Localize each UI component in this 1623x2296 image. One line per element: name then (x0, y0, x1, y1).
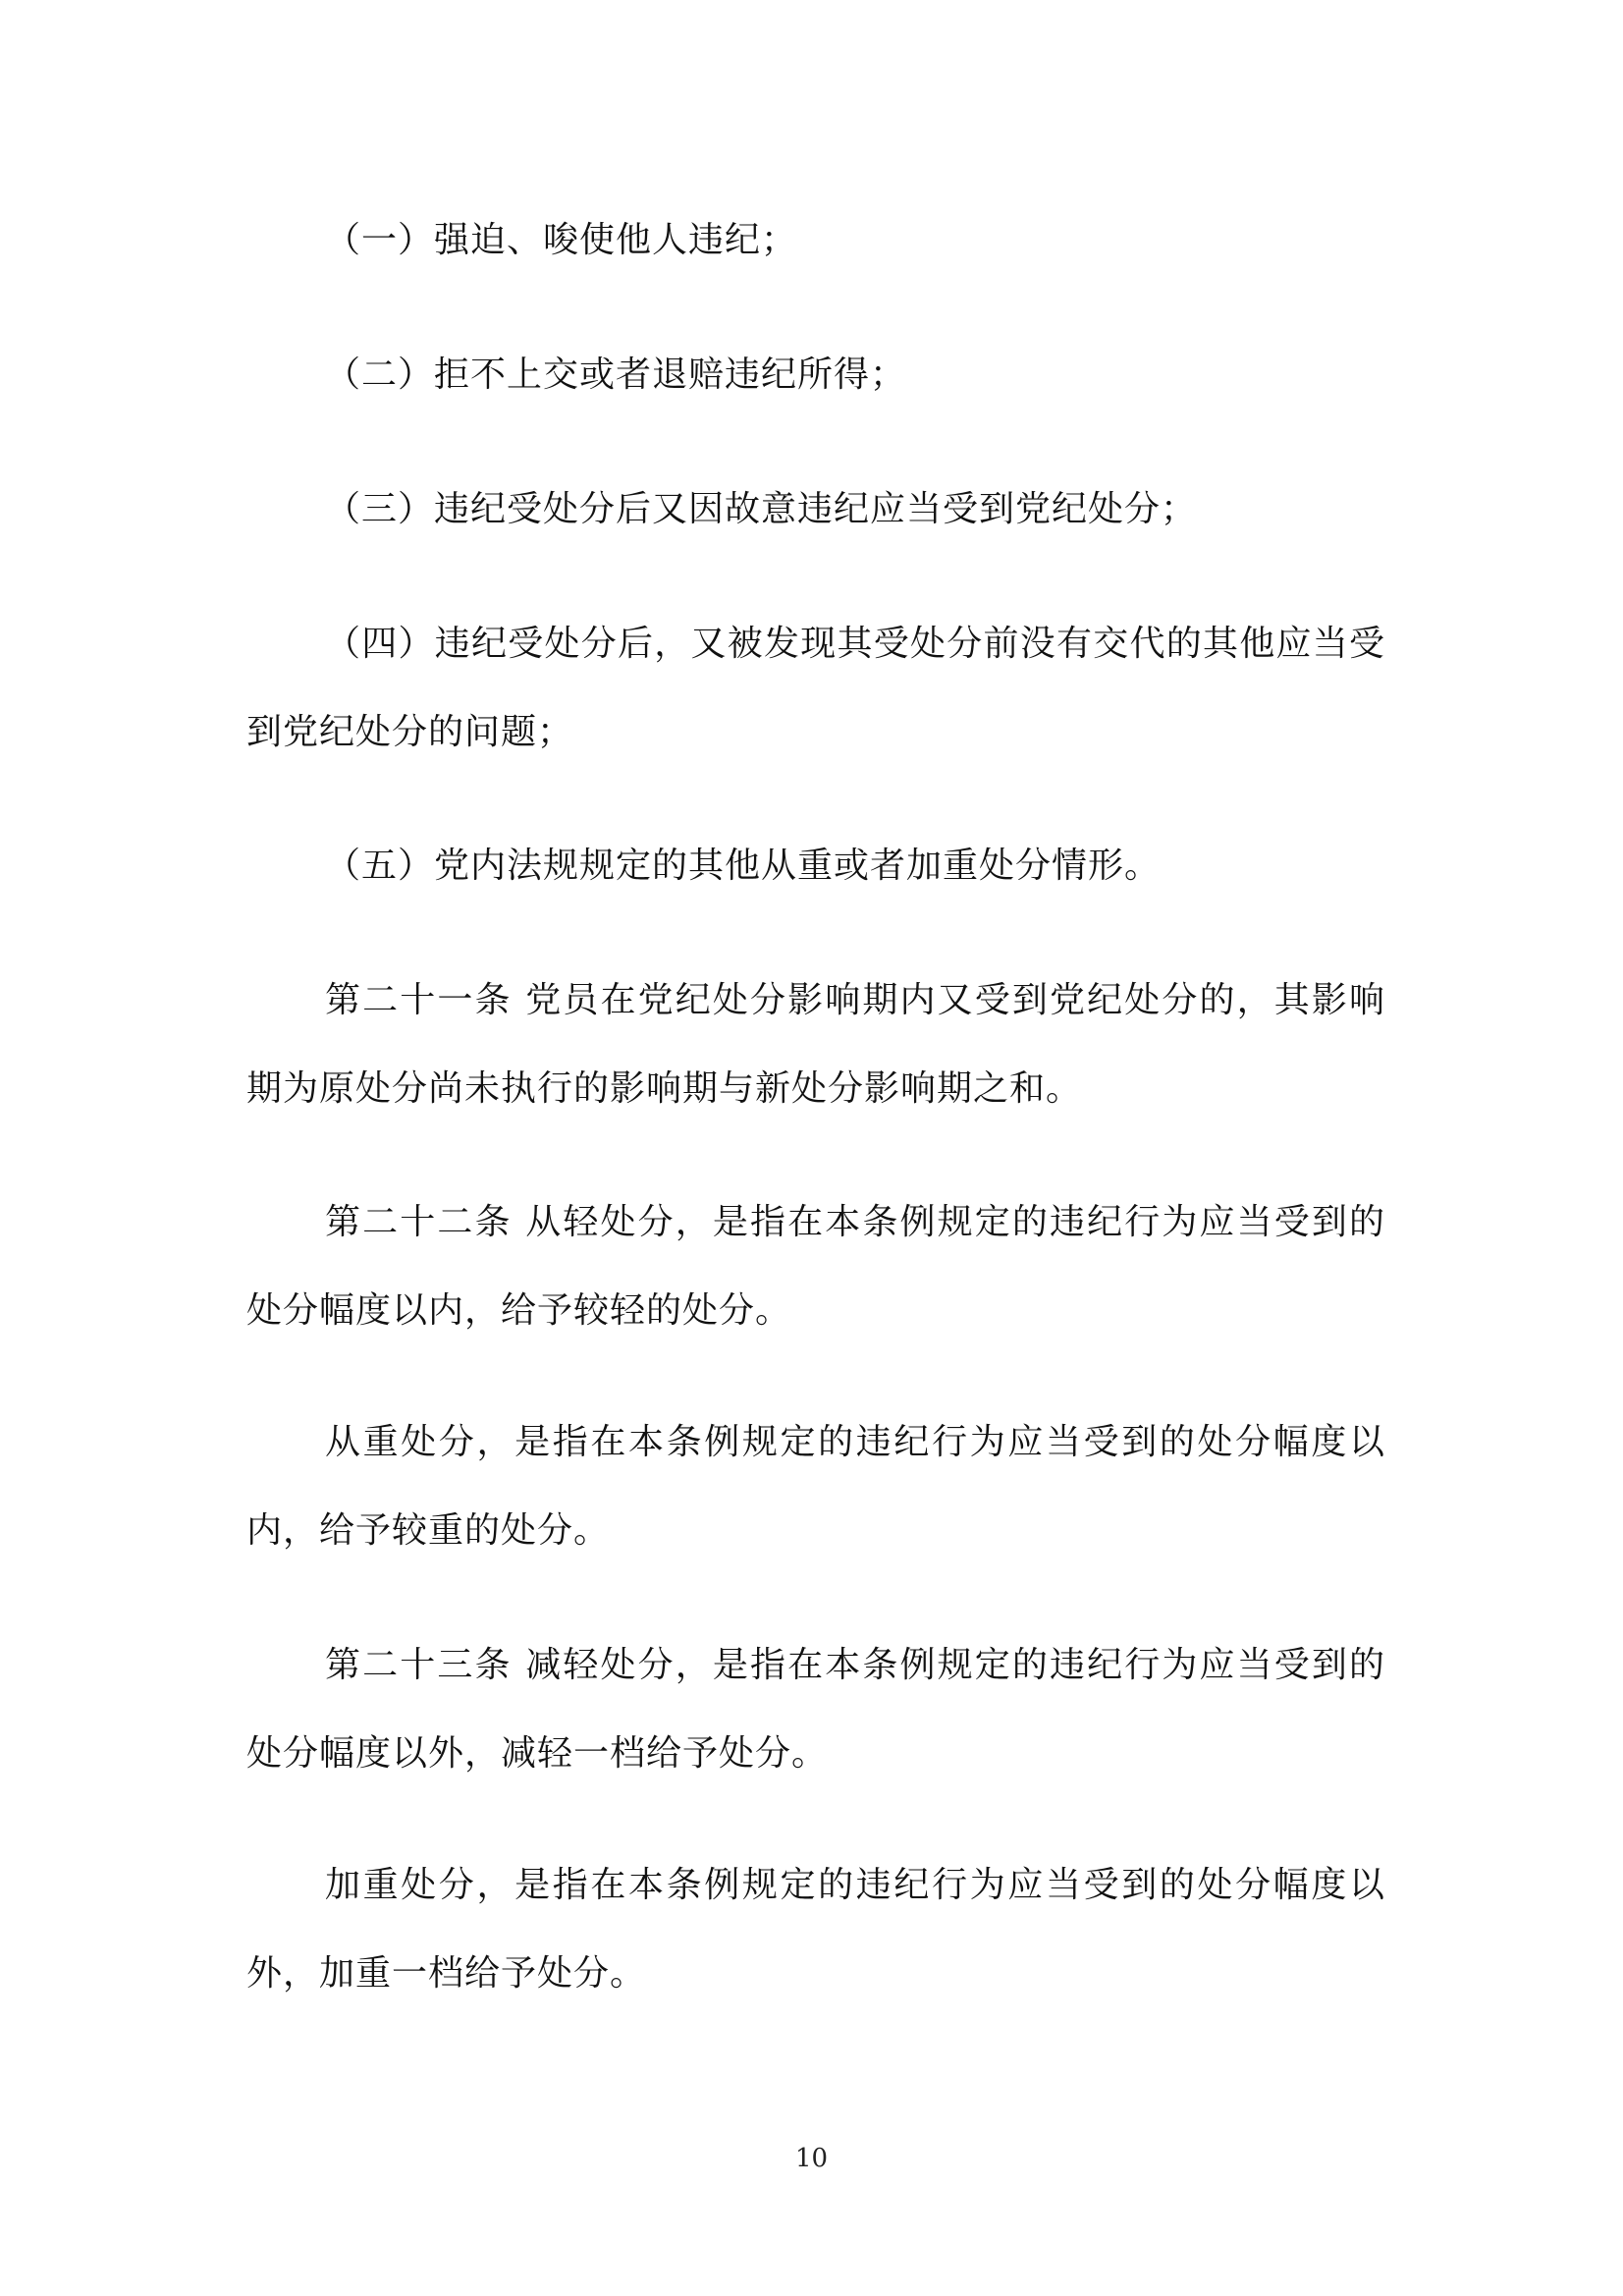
page-number: 10 (794, 2144, 829, 2173)
paragraph-item-2: （二）拒不上交或者退赔违纪所得； (325, 355, 907, 395)
heavier-punishment-paragraph: 从重处分，是指在本条例规定的违纪行为应当受到的处分幅度以内，给予较重的处分。 (246, 1422, 1385, 1551)
paragraph-item-1: （一）强迫、唆使他人违纪； (325, 220, 798, 260)
paragraph-item-5: （五）党内法规规定的其他从重或者加重处分情形。 (325, 846, 1162, 886)
article-21-paragraph: 第二十一条 党员在党纪处分影响期内又受到党纪处分的，其影响期为原处分尚未执行的影响期与新处分影响期之和。 (246, 980, 1385, 1109)
paragraph-item-3: （三）违纪受处分后又因故意违纪应当受到党纪处分； (325, 489, 1198, 529)
article-22-paragraph: 第二十二条 从轻处分，是指在本条例规定的违纪行为应当受到的处分幅度以内，给予较轻的处分。 (246, 1202, 1385, 1331)
paragraph-item-4: （四）违纪受处分后，又被发现其受处分前没有交代的其他应当受到党纪处分的问题； (246, 624, 1385, 752)
aggravated-punishment-paragraph: 加重处分，是指在本条例规定的违纪行为应当受到的处分幅度以外，加重一档给予处分。 (246, 1865, 1385, 1994)
article-23-paragraph: 第二十三条 减轻处分，是指在本条例规定的违纪行为应当受到的处分幅度以外，减轻一档给予处分。 (246, 1645, 1385, 1774)
